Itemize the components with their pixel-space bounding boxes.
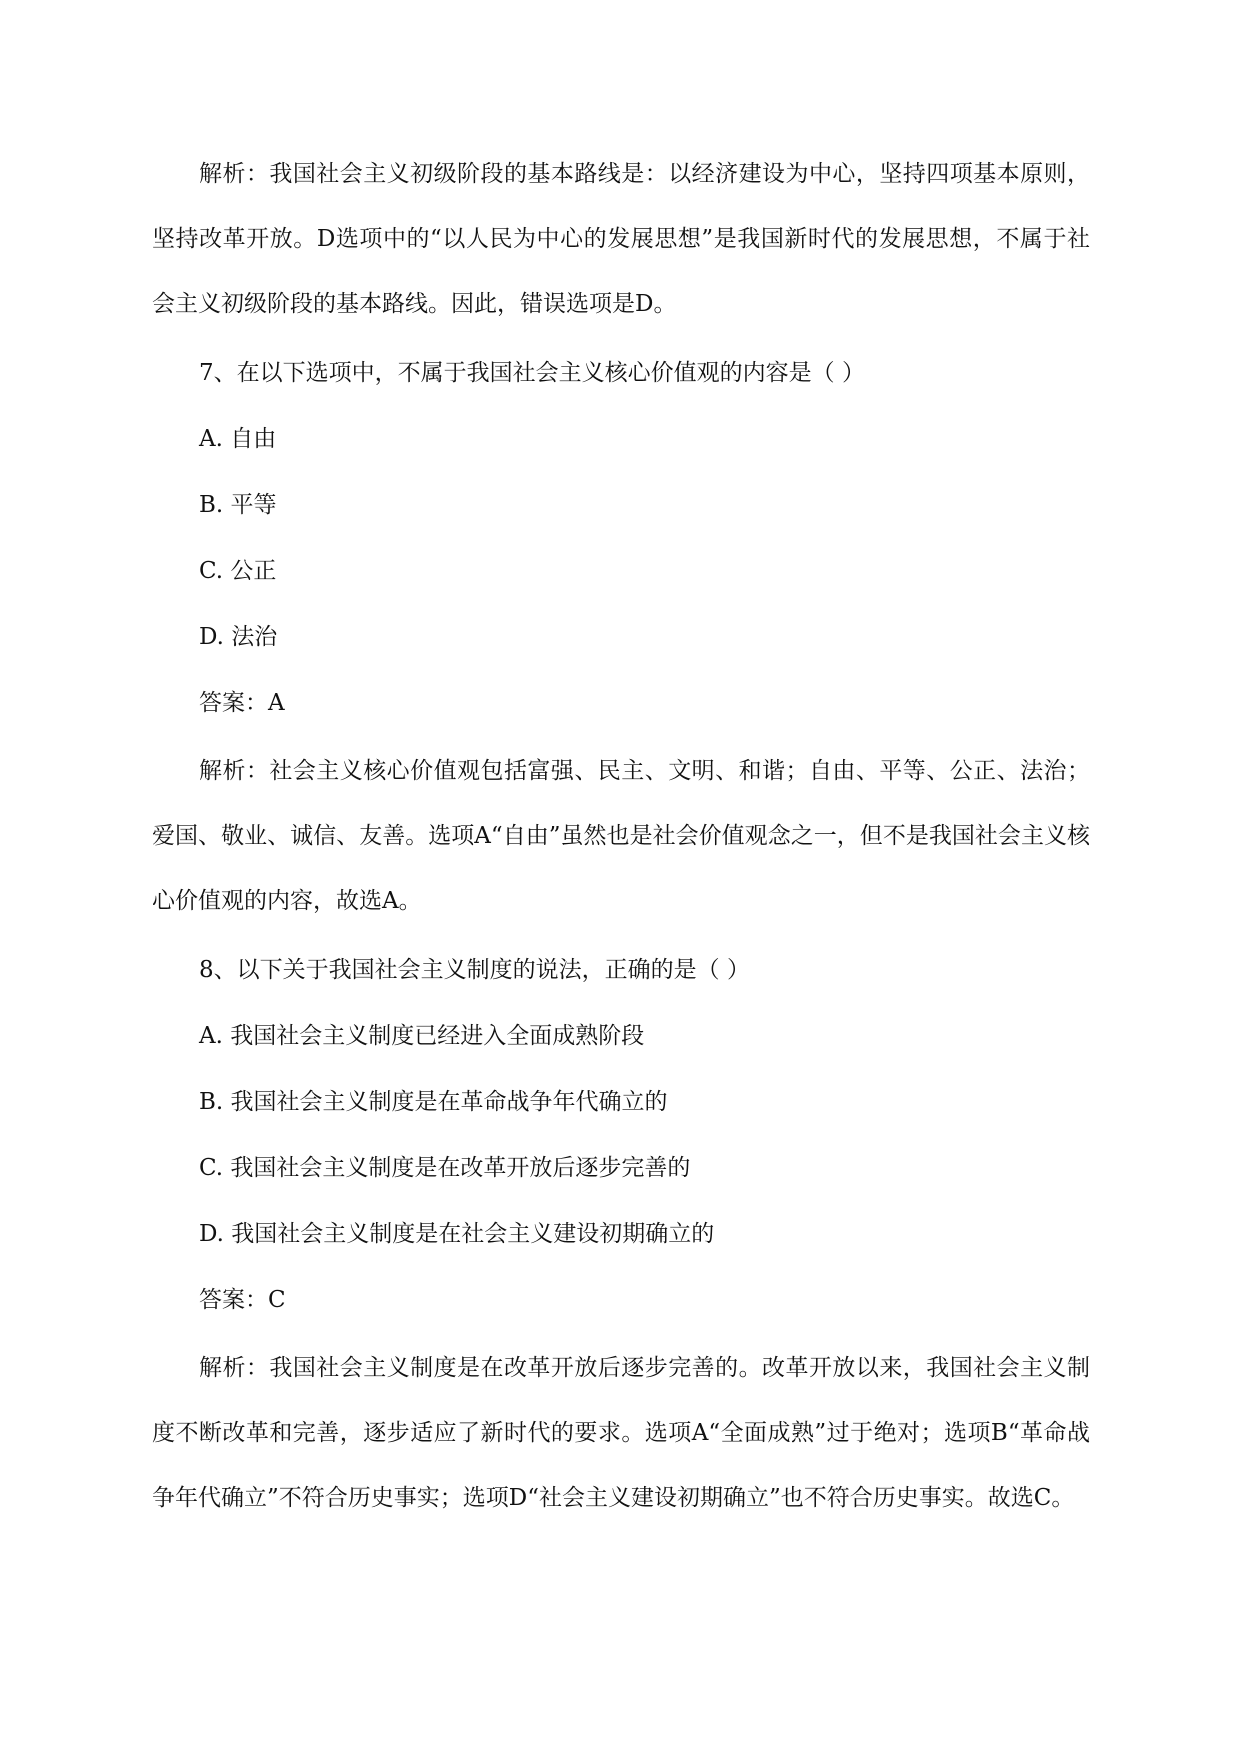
- q7-option-c: C. 公正: [199, 558, 277, 584]
- answer-q7: 答案：A: [199, 690, 285, 716]
- analysis-q6: 解析：我国社会主义初级阶段的基本路线是：以经济建设为中心，坚持四项基本原则，坚持改革开放。D选项中的“以人民为中心的发展思想”是我国新时代的发展思想，不属于社会主义初级阶段的基本路线。因此，错误选项是D。: [152, 161, 1090, 317]
- page-content: [152, 142, 1090, 1537]
- q7-option-d: D. 法治: [199, 624, 278, 650]
- q7-option-a: A. 自由: [199, 426, 277, 452]
- analysis-q7: 解析：社会主义核心价值观包括富强、民主、文明、和谐；自由、平等、公正、法治；爱国、敬业、诚信、友善。选项A“自由”虽然也是社会价值观念之一，但不是我国社会主义核心价值观的内容，故选A。: [152, 758, 1090, 914]
- question-8: 8、以下关于我国社会主义制度的说法，正确的是（ ）: [199, 957, 750, 983]
- q8-option-c: C. 我国社会主义制度是在改革开放后逐步完善的: [199, 1155, 691, 1181]
- q8-option-a: A. 我国社会主义制度已经进入全面成熟阶段: [199, 1023, 645, 1049]
- analysis-q8: 解析：我国社会主义制度是在改革开放后逐步完善的。改革开放以来，我国社会主义制度不断改革和完善，逐步适应了新时代的要求。选项A“全面成熟”过于绝对；选项B“革命战争年代确立”不符合历史事实；选项D“社会主义建设初期确立”也不符合历史事实。故选C。: [152, 1355, 1090, 1511]
- q7-option-b: B. 平等: [199, 492, 277, 518]
- answer-q8: 答案：C: [199, 1287, 286, 1313]
- q8-option-d: D. 我国社会主义制度是在社会主义建设初期确立的: [199, 1221, 715, 1247]
- question-7: 7、在以下选项中，不属于我国社会主义核心价值观的内容是（ ）: [199, 360, 865, 386]
- q8-option-b: B. 我国社会主义制度是在革命战争年代确立的: [199, 1089, 668, 1115]
